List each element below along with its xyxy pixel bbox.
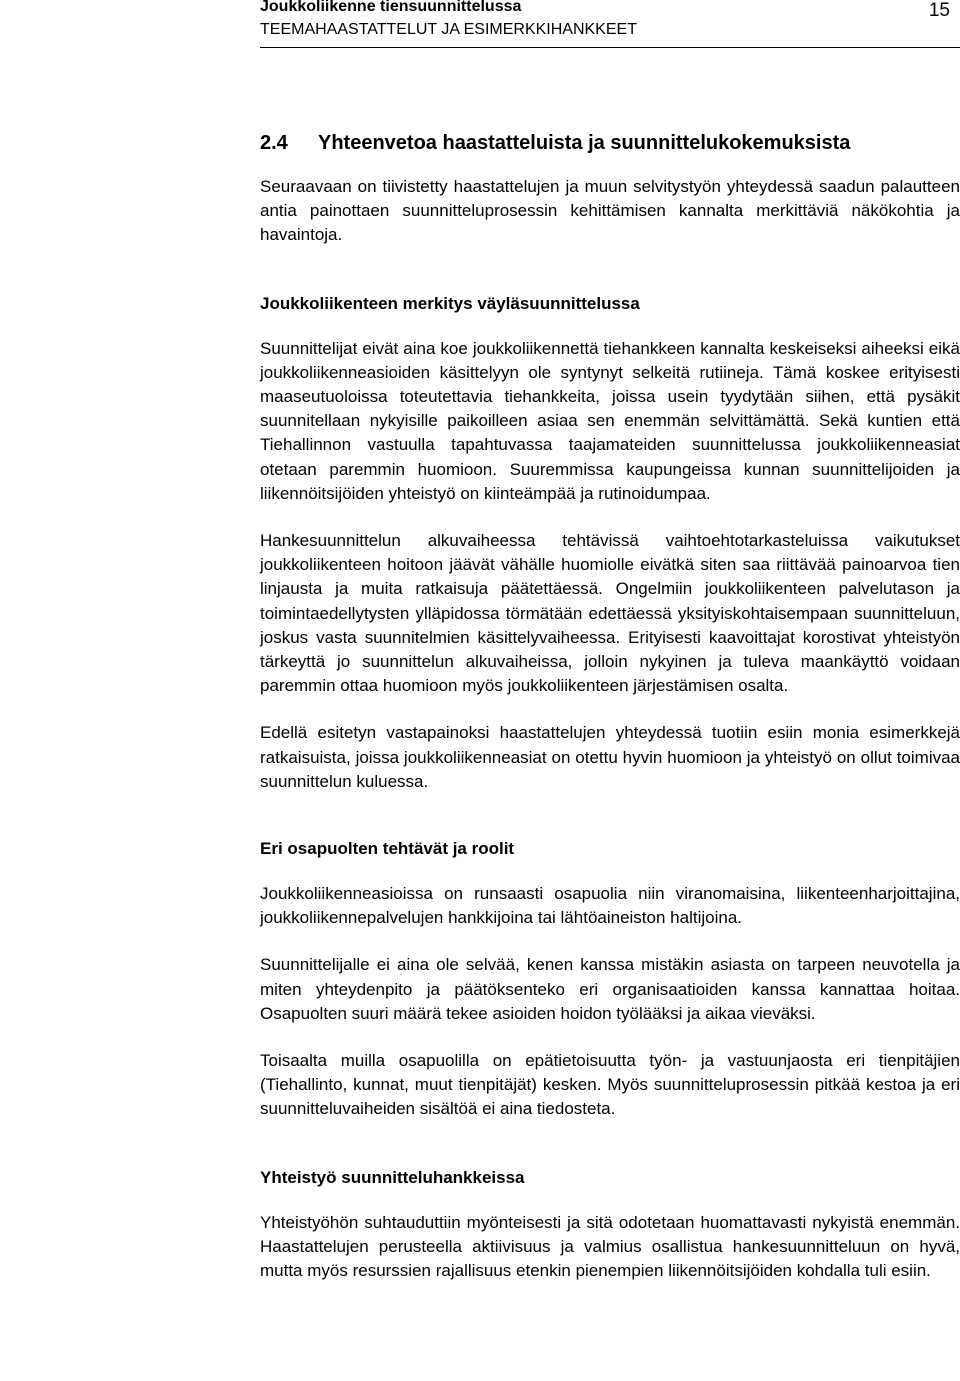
section-title-text: Yhteenvetoa haastatteluista ja suunnittelukokemuksista (318, 132, 851, 154)
paragraph: Joukkoliikenneasioissa on runsaasti osapuolia niin viranomaisina, liikenteenharjoittajina, joukkoliikennepalvelujen hankkijoina tai lähtöaineiston haltijoina. (260, 884, 960, 928)
subheading-yhteistyo: Yhteistyö suunnitteluhankkeissa (260, 1167, 525, 1187)
page-number: 15 (928, 0, 950, 21)
paragraph: Hankesuunnittelun alkuvaiheessa tehtävissä vaihtoehtotarkasteluissa vaikutukset joukkoliikenteen hoitoon jäävät vähälle huomiolle eivätkä siten saa riittävää painoarvoa tien linjausta ja muita ratkaisuja päätettäessä. Ongelmiin joukkoliikenteen palvelutason ja toimintaedellytysten ylläpidossa törmätään edettäessä yksityiskohtaisempaan suunnitteluun, joskus vasta suunnitelmien käsittelyvaiheessa. Erityisesti kaavoittajat korostivat yhteistyön tärkeyttä jo suunnittelun alkuvaiheissa, jolloin nykyinen ja tuleva maankäyttö voidaan paremmin ottaa huomioon myös joukkoliikenteen järjestämisen osalta. (260, 531, 960, 696)
page-content (260, 125, 960, 1283)
paragraph: Edellä esitetyn vastapainoksi haastattelujen yhteydessä tuotiin esiin monia esimerkkejä ratkaisuista, joissa joukkoliikenneasiat on otettu hyvin huomioon ja yhteistyö on ollut toimivaa suunnittelun kuluessa. (260, 723, 960, 791)
intro-paragraph: Seuraavaan on tiivistetty haastattelujen ja muun selvitystyön yhteydessä saadun palautteen antia painottaen suunnitteluprosessin kehittämisen kannalta merkittäviä näkökohtia ja havaintoja. (260, 177, 960, 245)
paragraph: Toisaalta muilla osapuolilla on epätietoisuutta työn- ja vastuunjaosta eri tienpitäjien (Tiehallinto, kunnat, muut tienpitäjät) kesken. Myös suunnitteluprosessin pitkää kestoa ja eri suunnitteluvaiheiden sisältöä ei aina tiedosteta. (260, 1051, 960, 1119)
running-subtitle: TEEMAHAASTATTELUT JA ESIMERKKIHANKKEET (260, 21, 637, 38)
page-header (260, 0, 950, 46)
section-title (260, 125, 960, 161)
running-title: Joukkoliikenne tiensuunnittelussa (260, 0, 522, 15)
paragraph: Suunnittelijalle ei aina ole selvää, kenen kanssa mistäkin asiasta on tarpeen neuvotella ja miten yhteydenpito ja päätöksenteko eri organisaatioiden kanssa kannattaa hoitaa. Osapuolten suuri määrä tekee asioiden hoidon työlääksi ja aikaa vieväksi. (260, 955, 960, 1023)
subheading-eri-osapuolten-tehtavat: Eri osapuolten tehtävät ja roolit (260, 839, 515, 859)
subheading-joukkoliikenteen-merkitys: Joukkoliikenteen merkitys väyläsuunnittelussa (260, 293, 640, 313)
paragraph: Suunnittelijat eivät aina koe joukkoliikennettä tiehankkeen kannalta keskeiseksi aiheeksi eikä joukkoliikenneasioiden käsittelyyn ole syntynyt selkeitä rutiineja. Tämä koskee erityisesti maaseutuoloissa toteutettavia tiehankkeita, joissa usein tyydytään siihen, että pysäkit suunnitellaan nykyisille paikoilleen asiaa sen enemmän selvittämättä. Sekä kuntien että Tiehallinnon vastuulla tapahtuvassa taajamateiden suunnittelussa joukkoliikenneasiat otetaan paremmin huomioon. Suuremmissa kaupungeissa kunnan suunnittelijoiden ja liikennöitsijöiden yhteistyö on kiinteämpää ja rutinoidumpaa. (260, 338, 960, 503)
section-number: 2.4 (260, 132, 288, 154)
header-divider (260, 47, 960, 48)
paragraph: Yhteistyöhön suhtauduttiin myönteisesti ja sitä odotetaan huomattavasti nykyistä enemmän. Haastattelujen perusteella aktiivisuus ja valmius osallistua hankesuunnitteluun on hyvä, mutta myös resurssien rajallisuus etenkin pienempien liikennöitsijöiden kohdalla tuli esiin. (260, 1212, 960, 1281)
